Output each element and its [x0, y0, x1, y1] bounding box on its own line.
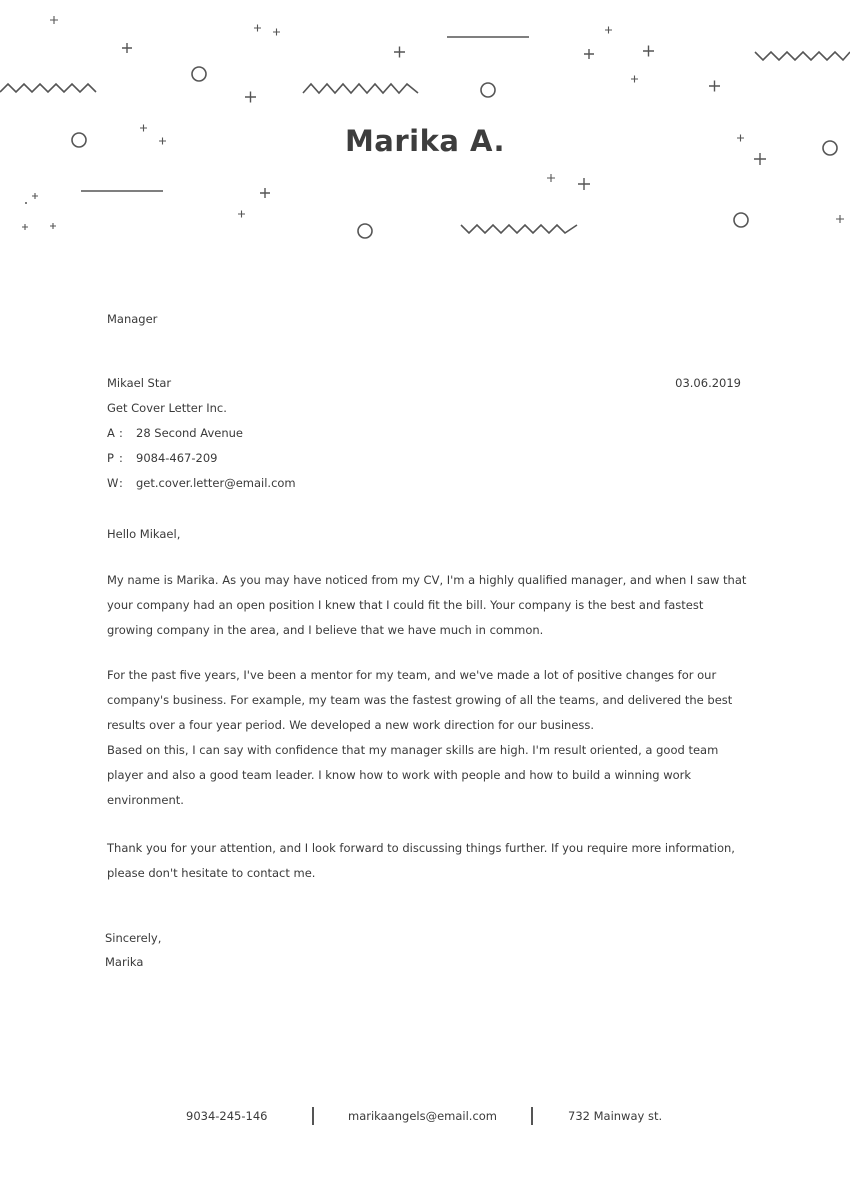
paragraph-line: growing company in the area, and I believe that we have much in common.	[107, 623, 544, 637]
phone-value: 9084-467-209	[136, 451, 218, 465]
paragraph-line: please don't hesitate to contact me.	[107, 866, 316, 880]
plus-icon	[22, 224, 28, 230]
letter-date: 03.06.2019	[675, 376, 741, 390]
plus-icon	[394, 47, 405, 58]
plus-icon	[122, 43, 132, 53]
web-value: get.cover.letter@email.com	[136, 476, 296, 490]
paragraph-line: your company had an open position I knew that I could fit the bill. Your company is the best and fastest	[107, 598, 704, 612]
paragraph-line: results over a four year period. We developed a new work direction for our business.	[107, 718, 595, 732]
recipient-address: A : 28 Second Avenue	[107, 426, 243, 440]
circle-icon	[192, 67, 206, 81]
footer-address: 732 Mainway st.	[568, 1109, 663, 1123]
paragraph-line: company's business. For example, my team was the fastest growing of all the teams, and delivered the best	[107, 693, 733, 707]
plus-icon	[260, 188, 270, 198]
plus-icon	[50, 16, 58, 24]
plus-icon	[238, 211, 245, 218]
plus-icon	[605, 27, 612, 34]
footer-divider	[312, 1107, 314, 1125]
plus-icon	[245, 92, 256, 103]
dot-icon	[25, 202, 27, 204]
plus-icon	[836, 215, 844, 223]
footer-email: marikaangels@email.com	[348, 1109, 498, 1123]
recipient-company: Get Cover Letter Inc.	[107, 401, 227, 415]
paragraph-line: Based on this, I can say with confidence that my manager skills are high. I'm result oriented, a good team	[107, 743, 719, 757]
circle-icon	[481, 83, 495, 97]
footer-divider	[531, 1107, 533, 1125]
plus-icon	[709, 81, 720, 92]
zigzag-icon	[755, 52, 850, 60]
plus-icon	[32, 193, 38, 199]
plus-icon	[578, 178, 590, 190]
plus-icon	[254, 25, 261, 32]
body-paragraph	[107, 568, 747, 643]
plus-icon	[631, 76, 638, 83]
plus-icon	[584, 49, 594, 59]
paragraph-line: environment.	[107, 793, 184, 807]
zigzag-icon	[0, 84, 96, 92]
address-label: A	[107, 426, 115, 440]
address-value: 28 Second Avenue	[136, 426, 243, 440]
paragraph-line: player and also a good team leader. I know how to work with people and how to build a winning work	[107, 768, 692, 782]
recipient-phone: P : 9084-467-209	[107, 451, 218, 465]
body-paragraph	[107, 836, 747, 886]
paragraph-line: For the past five years, I've been a mentor for my team, and we've made a lot of positive changes for our	[107, 668, 717, 682]
paragraph-line: My name is Marika. As you may have noticed from my CV, I'm a highly qualified manager, and when I saw that	[107, 573, 747, 587]
zigzag-icon	[303, 84, 418, 93]
recipient-name: Mikael Star	[107, 376, 172, 390]
recipient-web: W: get.cover.letter@email.com	[107, 476, 296, 490]
applicant-name: Marika A.	[344, 124, 506, 158]
plus-icon	[50, 223, 56, 229]
body-paragraph	[107, 663, 747, 813]
circle-icon	[358, 224, 372, 238]
signature: Marika	[105, 955, 144, 969]
footer-phone: 9034-245-146	[186, 1109, 268, 1123]
circle-icon	[734, 213, 748, 227]
paragraph-line: Thank you for your attention, and I look forward to discussing things further. If you require more information,	[107, 841, 735, 855]
plus-icon	[547, 174, 555, 182]
web-label: W	[107, 476, 119, 490]
position-title: Manager	[107, 312, 158, 326]
greeting: Hello Mikael,	[107, 527, 181, 541]
plus-icon	[643, 46, 654, 57]
zigzag-icon	[461, 225, 577, 233]
phone-label: P	[107, 451, 114, 465]
plus-icon	[273, 29, 280, 36]
closing-salutation: Sincerely,	[105, 931, 162, 945]
